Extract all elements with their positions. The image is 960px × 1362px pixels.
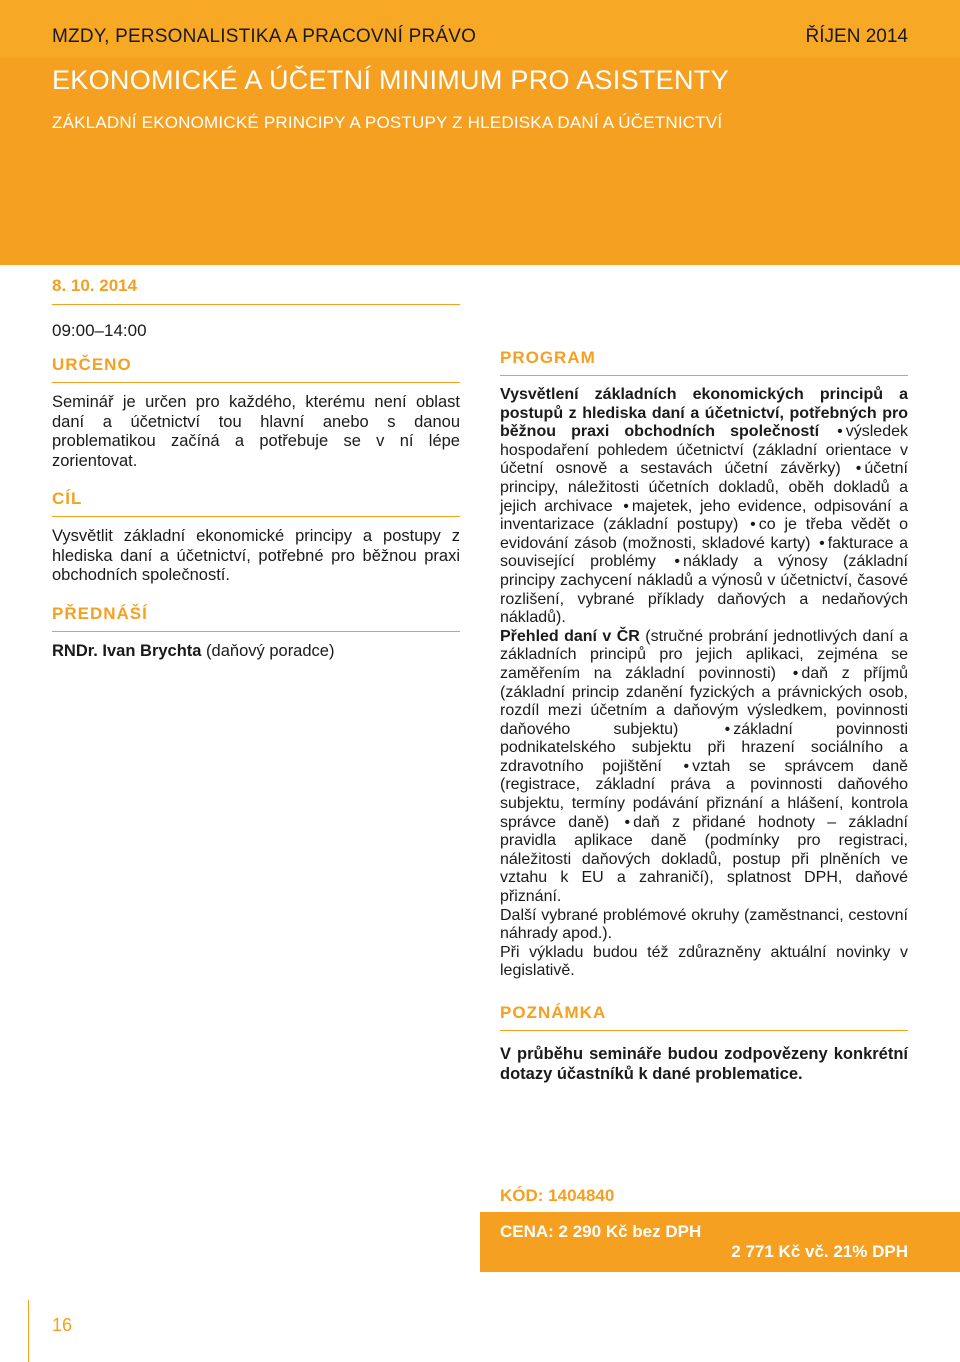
- program-item: daň z přidané hodnoty – základní pravidla aplikace daně (podmínky pro registraci, náležitosti daňových dokladů, postup při plněních ve vztahu k EU a zahraničí), splatnost DPH, daňové přiznání.: [500, 813, 909, 906]
- program-item: majetek, jeho evidence, odpisování a inventarizace (základní postupy): [500, 497, 908, 534]
- page-title: EKONOMICKÉ A ÚČETNÍ MINIMUM PRO ASISTENTY: [52, 65, 729, 95]
- event-date: 8. 10. 2014: [52, 276, 460, 305]
- program-block-1-title: Vysvětlení základních ekonomických principů a postupů z hlediska daní a účetnictví, potřebných pro běžnou praxi obchodních společností: [500, 386, 908, 441]
- page-number: 16: [52, 1315, 73, 1335]
- program-item: náklady a výnosy (základní principy zachycení nákladů a výnosů v účetnictví, časové rozlišení, vybrané příklady daňových a nedaňových nákladů).: [500, 553, 908, 627]
- bullet: •: [819, 534, 825, 552]
- program-heading: PROGRAM: [500, 348, 908, 376]
- urceno-heading: URČENO: [52, 355, 460, 383]
- poznamka-text: V průběhu semináře budou zodpovězeny konkrétní dotazy účastníků k dané problematice.: [500, 1045, 908, 1083]
- program-item: vztah se správcem daně (registrace, základní práva a povinnosti daňového subjektu, termíny podávání přiznání a hlášení, kontrola správce daně): [500, 757, 908, 831]
- course-code: KÓD: 1404840: [500, 1186, 615, 1205]
- prednasi-heading: PŘEDNÁŠÍ: [52, 604, 460, 632]
- bullet: •: [855, 460, 862, 478]
- bullet: •: [624, 813, 631, 831]
- event-time: 09:00–14:00: [52, 321, 147, 340]
- bullet: •: [724, 720, 731, 738]
- page-subtitle: ZÁKLADNÍ EKONOMICKÉ PRINCIPY A POSTUPY Z HLEDISKA DANÍ A ÚČETNICTVÍ: [52, 113, 723, 132]
- program-item: výsledek hospodaření pohledem účetnictví (základní orientace v účetní osnově a sestavách účetní závěrky): [500, 423, 908, 478]
- program-item: účetní principy, náležitosti účetních dokladů, oběh dokladů a jejich archivace: [500, 460, 908, 515]
- bullet: •: [837, 423, 843, 441]
- program-block-2-intro: (stručné probrání jednotlivých daní a základních principů pro jejich aplikaci, zejména se zaměřením na základní povinnosti): [500, 627, 908, 682]
- bullet: •: [683, 757, 690, 775]
- cil-heading: CÍL: [52, 489, 460, 517]
- program-block-2: [500, 628, 908, 907]
- price-net: CENA: 2 290 Kč bez DPH: [500, 1222, 702, 1241]
- lecturer-name: RNDr. Ivan Brychta: [52, 641, 202, 660]
- urceno-text: Seminář je určen pro každého, kterému není oblast daní a účetnictví tou hlavní anebo s danou problematikou začíná a potřebuje se v ní lépe zorientovat.: [52, 393, 460, 470]
- lecturer: [52, 642, 460, 662]
- section-poznamka: [500, 1003, 908, 1084]
- program-block-2-title: Přehled daní v ČR: [500, 627, 640, 645]
- issue-date: ŘÍJEN 2014: [805, 26, 908, 47]
- left-column: [52, 276, 460, 661]
- program-block-1: [500, 386, 908, 628]
- program-item: základní povinnosti podnikatelského subjektu při hrazení sociálního a zdravotního pojištění: [500, 720, 909, 775]
- section-name: MZDY, PERSONALISTIKA A PRACOVNÍ PRÁVO: [52, 26, 477, 47]
- page-rule: [0, 1300, 29, 1362]
- right-column: [500, 348, 908, 1084]
- program-para-3: Další vybrané problémové okruhy (zaměstnanci, cestovní náhrady apod.).: [500, 906, 908, 943]
- program-item: co je třeba vědět o evidování zásob (možnosti, skladové karty): [500, 516, 908, 552]
- bullet: •: [623, 497, 629, 515]
- program-text: [500, 386, 908, 981]
- price-gross: 2 771 Kč vč. 21% DPH: [731, 1242, 908, 1261]
- section-urceno: [52, 355, 460, 471]
- program-para-4: Při výkladu budou též zdůrazněny aktuální novinky v legislativě.: [500, 943, 908, 980]
- program-item: fakturace a související problémy: [500, 534, 909, 571]
- bullet: •: [792, 664, 799, 682]
- lecturer-role: (daňový poradce): [201, 641, 335, 660]
- bullet: •: [750, 516, 756, 534]
- poznamka-heading: POZNÁMKA: [500, 1003, 908, 1031]
- bullet: •: [674, 553, 680, 571]
- program-item: daň z příjmů (základní princip zdanění fyzických a právnických osob, rozdíl mezi účetním a daňovým výsledkem, povinnosti daňového subjektu): [500, 664, 909, 738]
- section-prednasi: [52, 604, 460, 662]
- cil-text: Vysvětlit základní ekonomické principy a postupy z hlediska daní a účetnictví, potřebné pro běžnou praxi obchodních společností.: [52, 527, 460, 584]
- section-cil: [52, 489, 460, 586]
